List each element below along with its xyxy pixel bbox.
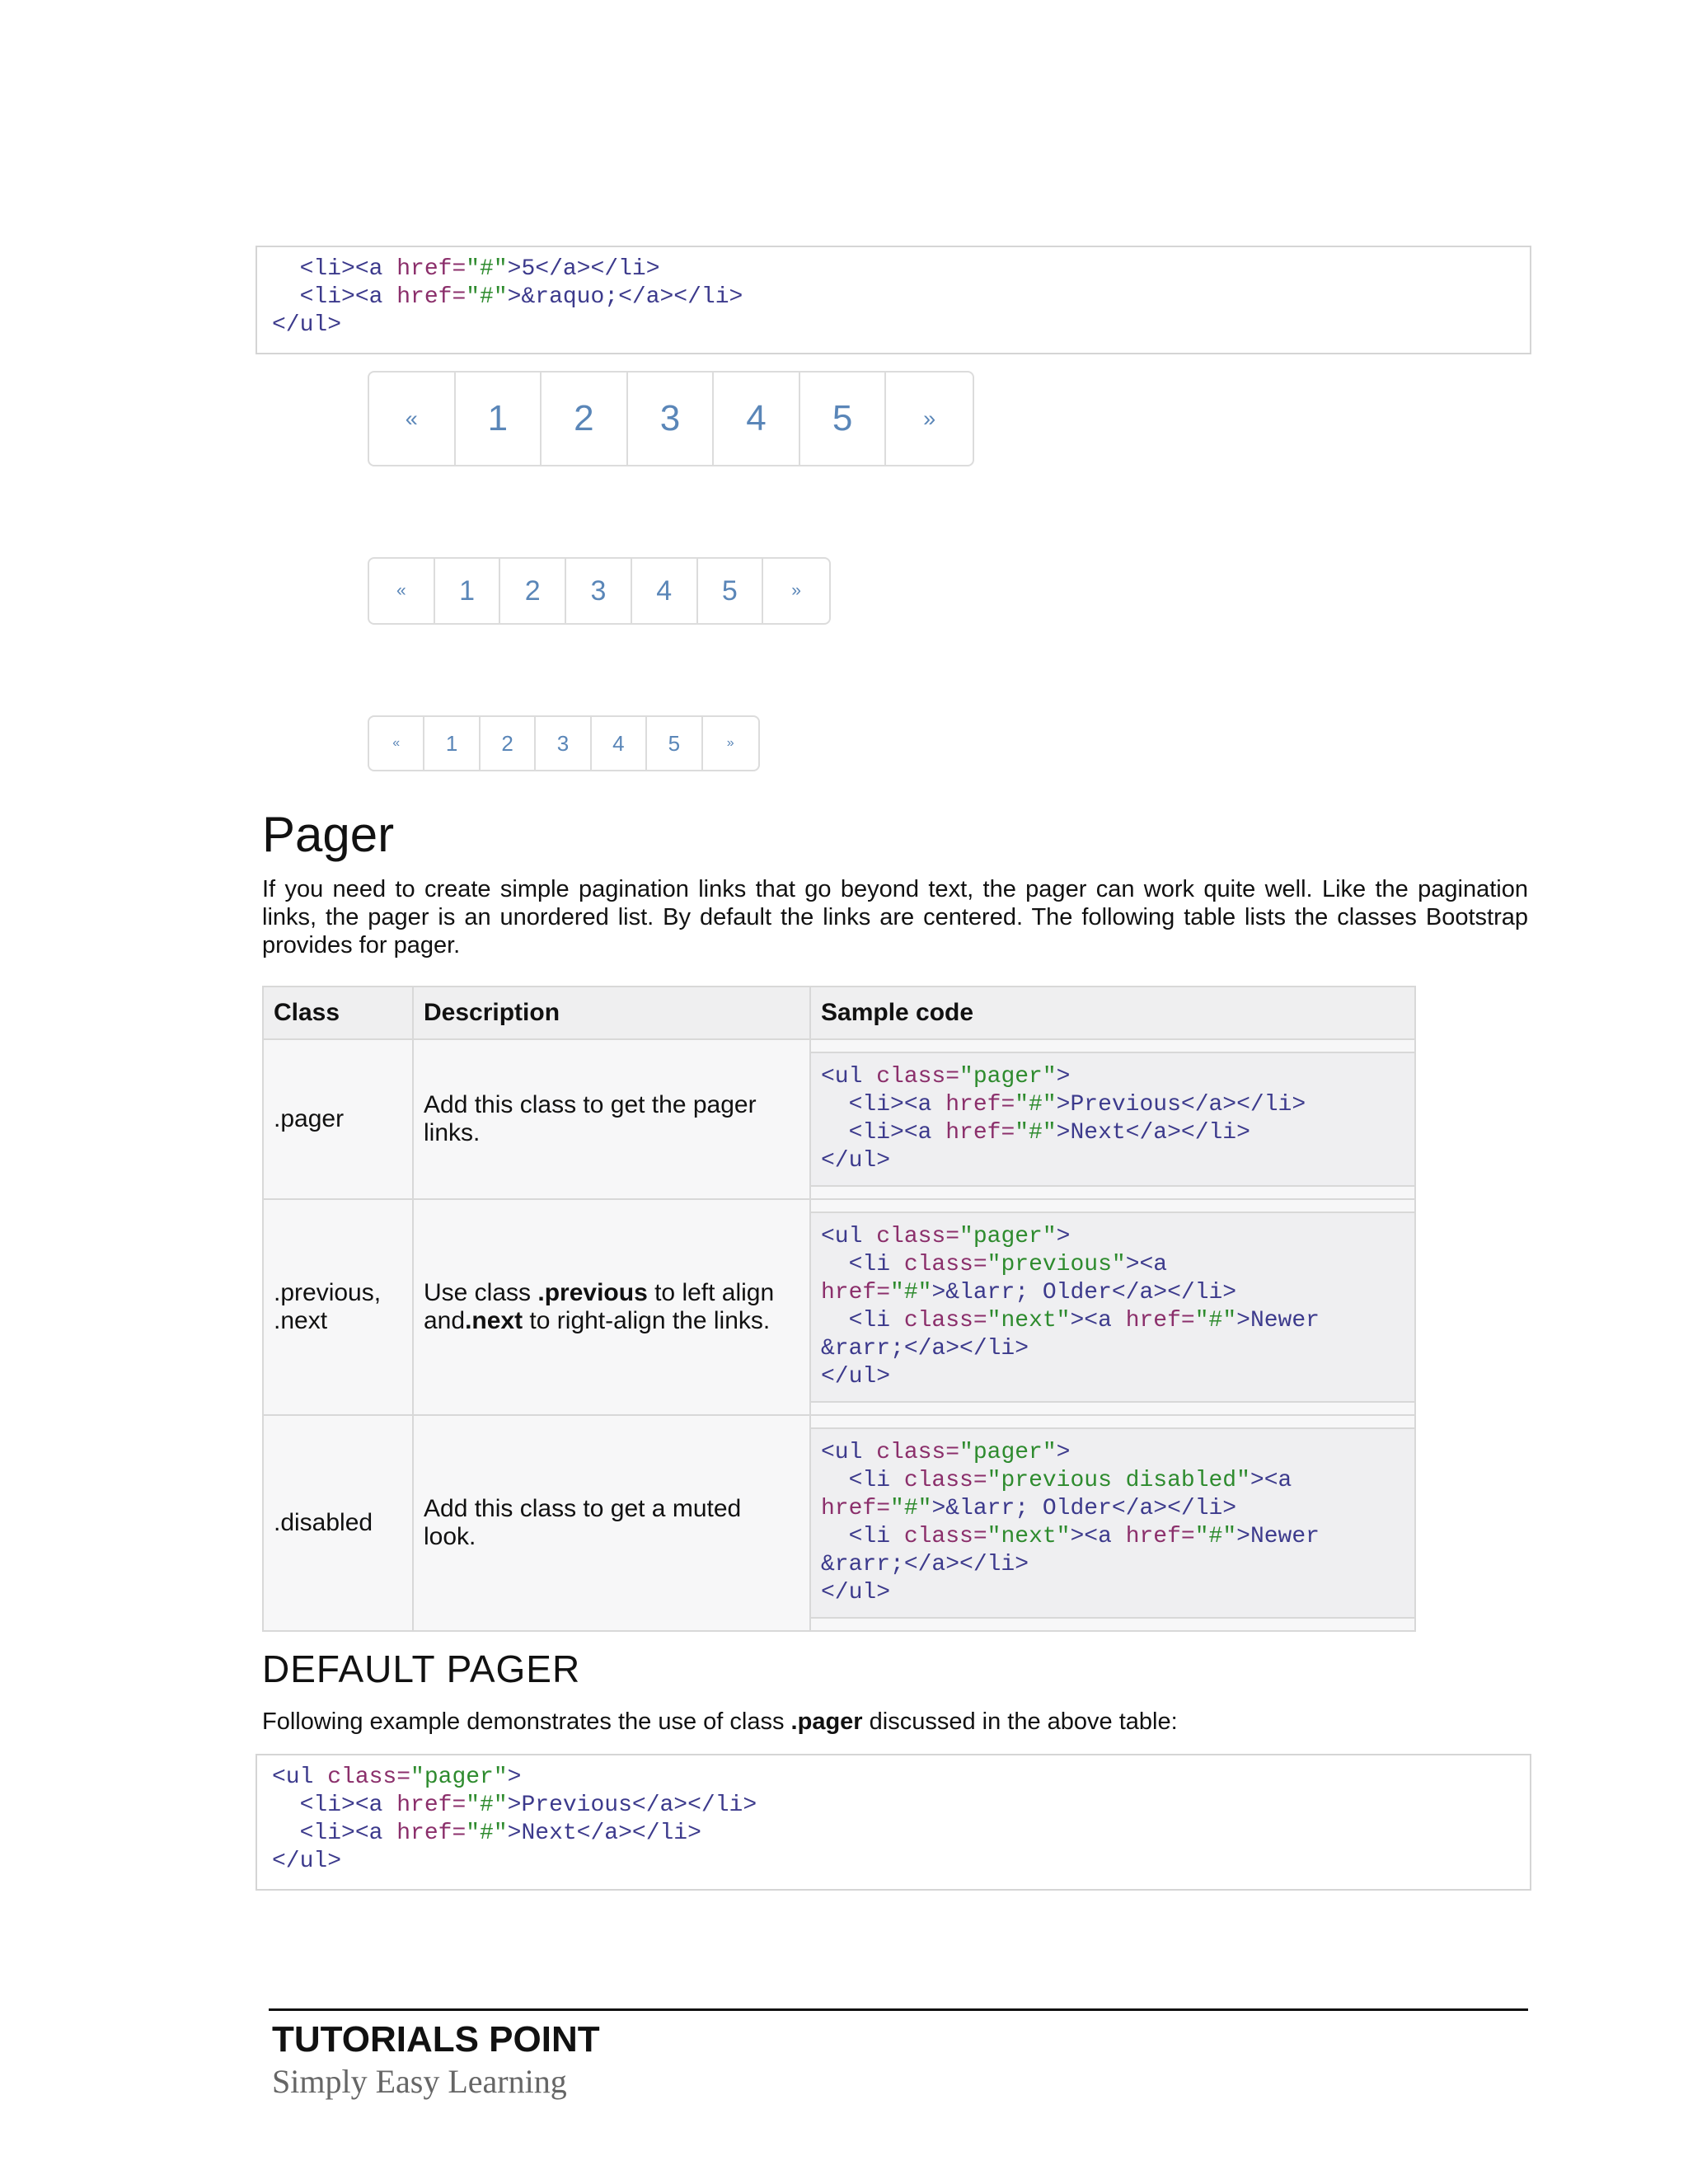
code-block <box>811 1212 1414 1403</box>
page-link-2[interactable]: 2 <box>542 373 628 465</box>
code-token: </ul> <box>272 1849 342 1874</box>
page-link-3[interactable]: 3 <box>536 717 591 770</box>
code-token: ><a <box>1250 1468 1292 1493</box>
text-span: to right-align the links. <box>523 1307 771 1334</box>
bold-text: .next <box>465 1307 523 1334</box>
code-token <box>821 1252 849 1277</box>
page-link-5[interactable]: 5 <box>800 373 887 465</box>
code-block <box>272 1764 1515 1876</box>
default-pager-intro <box>262 1708 1528 1736</box>
code-token: ><a <box>1125 1252 1168 1277</box>
code-token: class= <box>876 1224 960 1249</box>
code-token <box>821 1308 849 1333</box>
code-token: ><a <box>1070 1308 1126 1333</box>
code-token: "#" <box>466 1821 508 1846</box>
code-token: >&raquo;</a></li> <box>507 284 743 310</box>
page-link-2[interactable]: 2 <box>500 559 566 623</box>
code-token: <li><a <box>848 1120 946 1146</box>
sample-code-cell <box>810 1039 1415 1199</box>
section-heading-default-pager: DEFAULT PAGER <box>262 1647 581 1690</box>
code-token: class= <box>327 1765 411 1790</box>
code-token: href= <box>821 1280 891 1305</box>
code-token: >Next</a></li> <box>507 1821 701 1846</box>
code-block <box>272 255 1515 340</box>
code-token: &rarr;</a></li> <box>821 1336 1029 1361</box>
pagination-default <box>368 557 831 625</box>
page-link-next[interactable]: » <box>726 736 734 750</box>
code-token: >&larr; Older</a></li> <box>931 1280 1237 1305</box>
code-token: class= <box>903 1524 987 1549</box>
code-token: href= <box>1125 1524 1195 1549</box>
pager-classes-table <box>262 986 1416 1632</box>
code-token: <li <box>848 1524 904 1549</box>
code-token: "#" <box>1015 1092 1057 1118</box>
code-token: "pager" <box>959 1440 1057 1465</box>
pagination-large <box>368 371 974 466</box>
code-token: <li><a <box>848 1092 946 1118</box>
code-token: class= <box>876 1064 960 1090</box>
page-link-4[interactable]: 4 <box>632 559 698 623</box>
code-token: > <box>1056 1064 1071 1090</box>
table-row <box>263 1415 1415 1631</box>
code-token <box>272 1821 300 1846</box>
code-token: &rarr;</a></li> <box>821 1552 1029 1577</box>
code-token: </ul> <box>821 1148 891 1174</box>
page-link-4[interactable]: 4 <box>592 717 647 770</box>
bold-text: .pager <box>790 1708 863 1735</box>
class-cell: .disabled <box>263 1415 413 1631</box>
pagination-small <box>368 715 760 771</box>
page-link-3[interactable]: 3 <box>566 559 632 623</box>
code-token: href= <box>945 1120 1015 1146</box>
code-block <box>811 1052 1414 1187</box>
code-token: >Previous</a></li> <box>507 1793 757 1818</box>
code-token: > <box>1056 1440 1071 1465</box>
page-link-3[interactable]: 3 <box>628 373 715 465</box>
code-token: "pager" <box>959 1224 1057 1249</box>
code-token: "next" <box>987 1524 1071 1549</box>
class-cell: .previous, .next <box>263 1199 413 1415</box>
code-token: class= <box>903 1252 987 1277</box>
code-token <box>272 256 300 282</box>
footer-title: TUTORIALS POINT <box>272 2019 600 2060</box>
page-link-1[interactable]: 1 <box>424 717 480 770</box>
pager-intro-paragraph: If you need to create simple pagination links that go beyond text, the pager can work quite well. Like the pagination links, the pager is an unordered list. By default the links are centered. The following table lists the classes Bootstrap provides for pager. <box>262 876 1528 958</box>
code-token: </ul> <box>821 1364 891 1390</box>
code-token: "#" <box>1194 1524 1237 1549</box>
table-header-row <box>263 987 1415 1039</box>
code-token <box>272 1793 300 1818</box>
code-token <box>821 1524 849 1549</box>
text-span: to left align and <box>424 1279 775 1334</box>
code-token: href= <box>396 284 467 310</box>
code-token: <li><a <box>299 256 397 282</box>
table-row <box>263 1199 1415 1415</box>
page-link-next[interactable]: » <box>791 581 801 600</box>
text-span: Following example demonstrates the use of class <box>262 1708 791 1735</box>
text-span: Use class <box>424 1279 538 1306</box>
code-token: "#" <box>890 1496 932 1521</box>
code-token: </ul> <box>821 1580 891 1605</box>
code-token: "next" <box>987 1308 1071 1333</box>
description-cell: Add this class to get the pager links. <box>413 1039 810 1199</box>
code-token: "pager" <box>410 1765 508 1790</box>
code-token: <ul <box>821 1064 877 1090</box>
code-token: >Next</a></li> <box>1056 1120 1250 1146</box>
description-cell <box>413 1199 810 1415</box>
bold-text: .previous <box>537 1279 648 1306</box>
code-token: >Newer <box>1236 1524 1320 1549</box>
code-token: "#" <box>1015 1120 1057 1146</box>
code-token: href= <box>396 1793 467 1818</box>
code-token: <ul <box>821 1224 877 1249</box>
page-link-next[interactable]: » <box>923 405 936 431</box>
code-token: href= <box>1125 1308 1195 1333</box>
code-token: "#" <box>466 284 508 310</box>
table-row <box>263 1039 1415 1199</box>
page-link-4[interactable]: 4 <box>714 373 800 465</box>
code-token: href= <box>821 1496 891 1521</box>
page-link-1[interactable]: 1 <box>435 559 501 623</box>
class-cell: .pager <box>263 1039 413 1199</box>
page-link-prev[interactable]: « <box>369 559 435 623</box>
code-token: "#" <box>890 1280 932 1305</box>
code-token <box>821 1120 849 1146</box>
code-token: <ul <box>272 1765 328 1790</box>
code-token: ><a <box>1070 1524 1126 1549</box>
code-block <box>811 1427 1414 1619</box>
table-header-sample-code: Sample code <box>810 987 1415 1039</box>
page-link-5[interactable]: 5 <box>698 559 764 623</box>
code-token: "pager" <box>959 1064 1057 1090</box>
code-snippet-top <box>256 246 1531 354</box>
code-token <box>821 1092 849 1118</box>
code-token: <li <box>848 1308 904 1333</box>
code-token: >&larr; Older</a></li> <box>931 1496 1237 1521</box>
code-token: <li <box>848 1468 904 1493</box>
code-token: "#" <box>466 1793 508 1818</box>
code-token: </ul> <box>272 312 342 338</box>
code-token: <li><a <box>299 1793 397 1818</box>
code-token: >Previous</a></li> <box>1056 1092 1306 1118</box>
page-heading-pager: Pager <box>262 807 395 862</box>
page-link-1[interactable]: 1 <box>456 373 542 465</box>
sample-code-cell <box>810 1415 1415 1631</box>
sample-code-cell <box>810 1199 1415 1415</box>
code-token: "previous disabled" <box>987 1468 1250 1493</box>
code-token: > <box>1056 1224 1071 1249</box>
code-token: <li><a <box>299 284 397 310</box>
code-token <box>821 1468 849 1493</box>
page-link-2[interactable]: 2 <box>481 717 536 770</box>
footer-divider <box>269 2008 1528 2011</box>
page-link-prev[interactable]: « <box>369 373 456 465</box>
code-token: "previous" <box>987 1252 1126 1277</box>
code-token: href= <box>396 1821 467 1846</box>
code-token: "#" <box>1194 1308 1237 1333</box>
code-token: >Newer <box>1236 1308 1320 1333</box>
description-cell: Add this class to get a muted look. <box>413 1415 810 1631</box>
page-link-prev[interactable]: « <box>369 717 424 770</box>
code-token: > <box>507 1765 522 1790</box>
code-token: <li <box>848 1252 904 1277</box>
code-token: class= <box>876 1440 960 1465</box>
page-link-5[interactable]: 5 <box>647 717 702 770</box>
code-token <box>272 284 300 310</box>
code-token: <ul <box>821 1440 877 1465</box>
table-header-class: Class <box>263 987 413 1039</box>
code-token: href= <box>396 256 467 282</box>
code-token: <li><a <box>299 1821 397 1846</box>
table-header-description: Description <box>413 987 810 1039</box>
code-token: class= <box>903 1308 987 1333</box>
code-token: href= <box>945 1092 1015 1118</box>
code-token: "#" <box>466 256 508 282</box>
footer-subtitle: Simply Easy Learning <box>272 2063 567 2100</box>
code-snippet-bottom <box>256 1754 1531 1891</box>
code-token: >5</a></li> <box>507 256 660 282</box>
text-span: discussed in the above table: <box>862 1708 1178 1735</box>
code-token: class= <box>903 1468 987 1493</box>
